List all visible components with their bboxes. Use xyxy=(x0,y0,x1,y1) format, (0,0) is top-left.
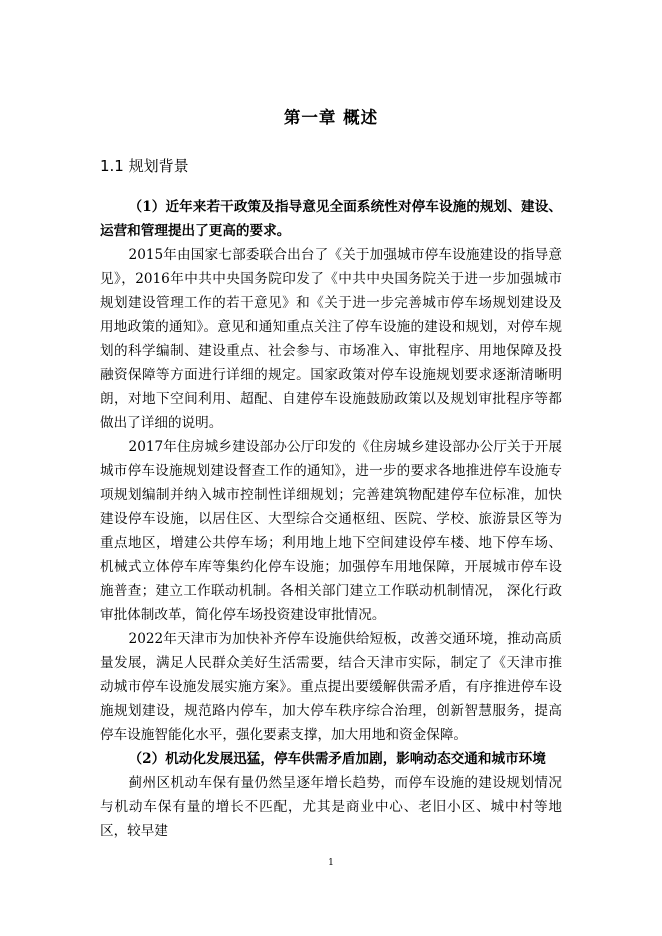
paragraph-1: 2015年由国家七部委联合出台了《关于加强城市停车设施建设的指导意见》，2016年中共中央国务院印发了《中共中央国务院关于进一步加强城市规划建设管理工作的若干意见》和《关于进一步完善城市停车场规划建设及用地政策的通知》。意见和通知重点关注了停车设施的建设和规划，对停车规划的科学编制、建设重点、社会参与、市场准入、审批程序、用地保障及投融资保障等方面进行详细的规定。国家政策对停车设施规划要求逐渐清晰明朗，对地下空间利用、超配、自建停车设施鼓励政策以及规划审批程序等都做出了详细的说明。 xyxy=(100,247,562,431)
heading-1: （1）近年来若干政策及指导意见全面系统性对停车设施的规划、建设、运营和管理提出了更高的要求。 xyxy=(100,199,562,239)
chapter-title: 第一章 概述 xyxy=(283,108,379,127)
paragraph-2: 2017年住房城乡建设部办公厅印发的《住房城乡建设部办公厅关于开展城市停车设施规划建设督查工作的通知》，进一步的要求各地推进停车设施专项规划编制并纳入城市控制性详细规划；完善建筑物配建停车位标准，加快建设停车设施，以居住区、大型综合交通枢纽、医院、学校、旅游景区等为重点地区，增建公共停车场；利用地上地下空间建设停车楼、地下停车场、机械式立体停车库等集约化停车设施；加强停车用地保障，开展城市停车设施普查；建立工作联动机制。各相关部门建立工作联动机制情况， 深化行政审批体制改革，简化停车场投资建设审批情况。 xyxy=(100,439,562,623)
section-title: 1.1 规划背景 xyxy=(100,157,189,175)
heading-2: （2）机动化发展迅猛，停车供需矛盾加剧，影响动态交通和城市环境 xyxy=(128,751,546,767)
paragraph-4: 蓟州区机动车保有量仍然呈逐年增长趋势，而停车设施的建设规划情况与机动车保有量的增长不匹配，尤其是商业中心、老旧小区、城中村等地区，较早建 xyxy=(100,775,562,839)
document-body xyxy=(100,195,562,843)
paragraph-3: 2022年天津市为加快补齐停车设施供给短板，改善交通环境，推动高质量发展，满足人民群众美好生活需要，结合天津市实际，制定了《天津市推动城市停车设施发展实施方案》。重点提出要缓解供需矛盾，有序推进停车设施规划建设，规范路内停车，加大停车秩序综合治理，创新智慧服务，提高停车设施智能化水平，强化要素支撑，加大用地和资金保障。 xyxy=(100,631,562,743)
page-number: 1 xyxy=(328,858,334,868)
